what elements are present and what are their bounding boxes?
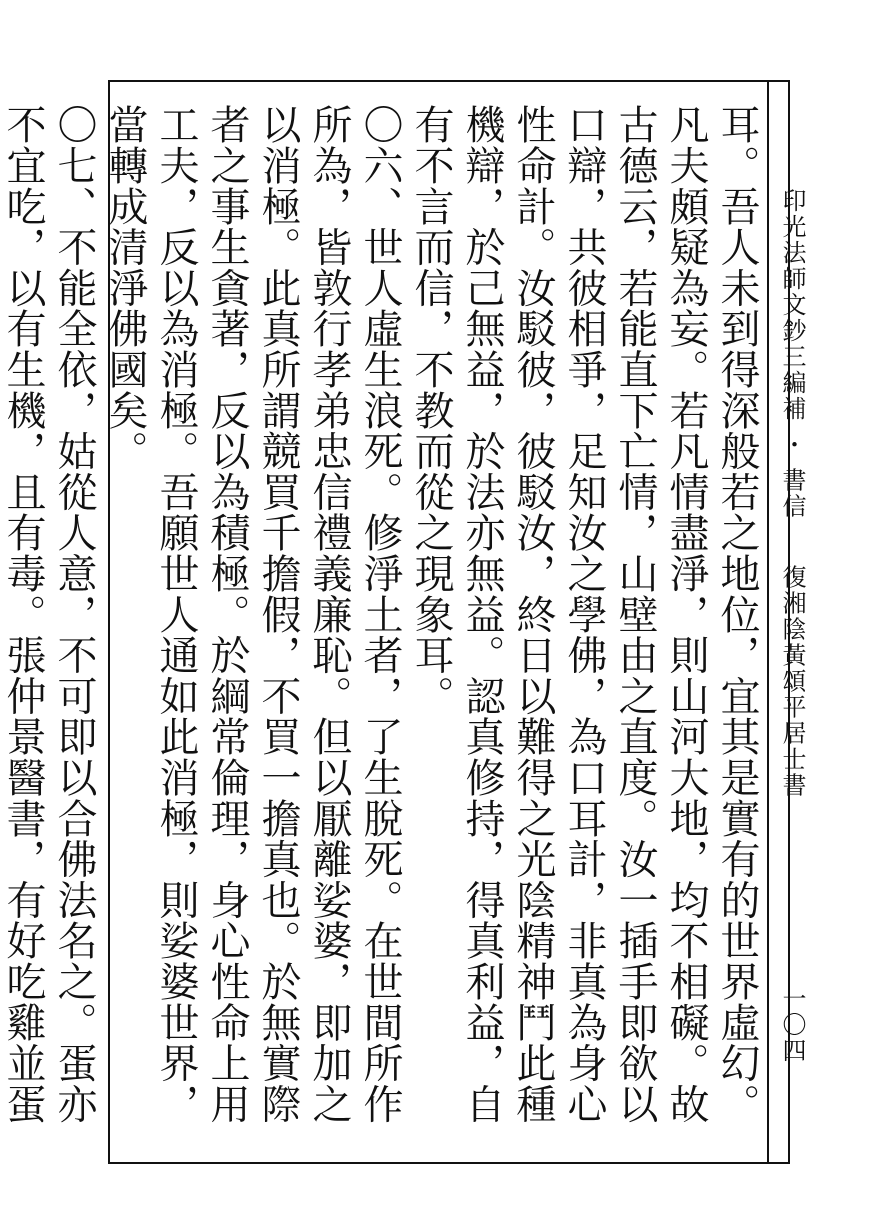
paragraph-7: 〇七、不能全依，姑從人意，不可即以合佛法名之。蛋亦不宜吃，以有生機，且有毒。張仲景醫書，有好吃雞並蛋 bbox=[0, 104, 97, 1124]
header-divider bbox=[767, 80, 769, 1164]
header-dot: ・ bbox=[778, 431, 806, 458]
header-gap bbox=[778, 529, 806, 555]
book-title: 印光法師文鈔三編補 bbox=[778, 188, 806, 422]
letter-title: 復湘陰黃頌平居士書 bbox=[778, 564, 806, 799]
section-label: 書信 bbox=[778, 467, 806, 520]
paragraph-6: 〇六、世人虛生浪死。修淨土者，了生脫死。在世間所作所為，皆敦行孝弟忠信禮義廉恥。但以厭離娑婆，即加之以消極。此真所謂競買千擔假，不買一擔真也。於無實際者之事生貪著，反以為積極。於綱常倫理，身心性命上用工夫，反以為消極。吾願世人通如此消極，則娑婆世界，當轉成清淨佛國矣。 bbox=[102, 104, 403, 1124]
page-number: 一〇四 bbox=[778, 986, 806, 1064]
paragraph-5-continued: 耳。吾人未到得深般若之地位，宜其是實有的世界虛幻。凡夫頗疑為妄。若凡情盡淨，則山河大地，均不相礙。故古德云，若能直下亡情，山壁由之直度。汝一插手即欲以口辯，共彼相爭，足知汝之學佛，為口耳計，非真為身心性命計。汝駁彼，彼駁汝，終日以難得之光陰精神鬥此種機辯，於己無益，於法亦無益。認真修持，得真利益，自有不言而信，不教而從之現象耳。 bbox=[408, 104, 760, 1124]
running-header bbox=[776, 188, 808, 799]
body-text bbox=[0, 104, 762, 1154]
